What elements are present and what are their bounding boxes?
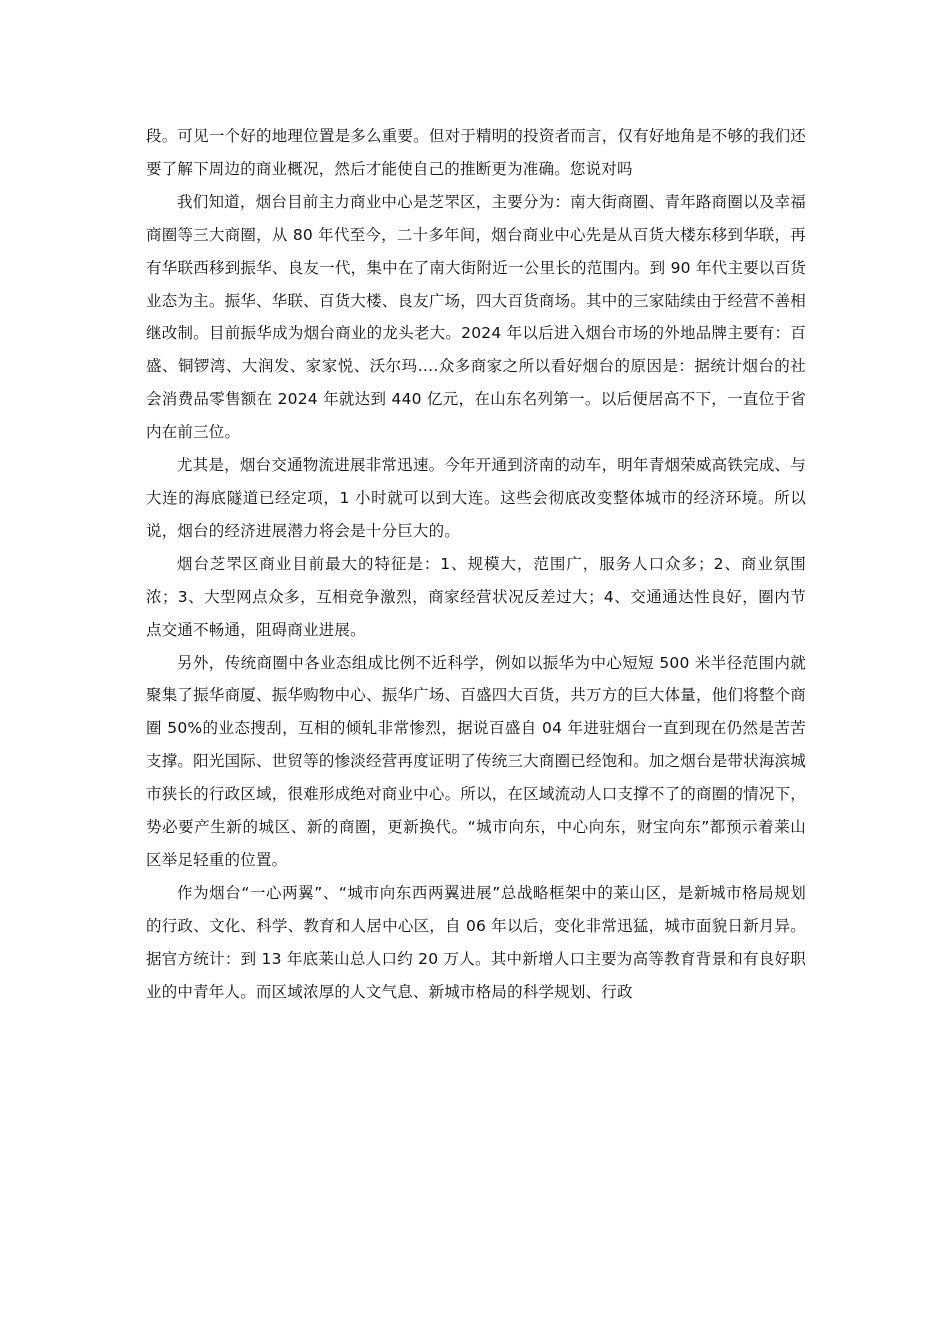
paragraph-commercial-features: 烟台芝罘区商业目前最大的特征是：1、规模大，范围广，服务人口众多；2、商业氛围浓；3、大型网点众多，互相竞争激烈，商家经营状况反差过大；4、交通通达性良好，圈内节点交通不畅通，阻碍商业进展。	[146, 554, 806, 639]
paragraph-traditional-districts: 另外，传统商圈中各业态组成比例不近科学，例如以振华为中心短短 500 米半径范围内就聚集了振华商厦、振华购物中心、振华广场、百盛四大百货，共万方的巨大体量，他们将整个商圈 50%的业态搜刮，互相的倾轧非常惨烈，据说百盛自 04 年进驻烟台一直到现在仍然是苦苦支撑。阳光国际、世贸等的惨淡经营再度证明了传统三大商圈已经饱和。加之烟台是带状海滨城市狭长的行政区域，很难形成绝对商业中心。所以，在区域流动人口支撑不了的商圈的情况下，势必要产生新的城区、新的商圈，更新换代。“城市向东，中心向东，财宝向东”都预示着莱山区举足轻重的位置。	[146, 653, 806, 869]
paragraph-zhifu-commercial-centers: 我们知道，烟台目前主力商业中心是芝罘区，主要分为：南大街商圈、青年路商圈以及幸福商圈等三大商圈，从 80 年代至今，二十多年间，烟台商业中心先是从百货大楼东移到华联，再有华联西移到振华、良友一代，集中在了南大街附近一公里长的范围内。到 90 年代主要以百货业态为主。振华、华联、百货大楼、良友广场，四大百货商场。其中的三家陆续由于经营不善相继改制。目前振华成为烟台商业的龙头老大。2024 年以后进入烟台市场的外地品牌主要有：百盛、铜锣湾、大润发、家家悦、沃尔玛….众多商家之所以看好烟台的原因是：据统计烟台的社会消费品零售额在 2024 年就达到 440 亿元，在山东名列第一。以后便居高不下，一直位于省内在前三位。	[146, 192, 806, 442]
paragraph-transport-logistics: 尤其是，烟台交通物流进展非常迅速。今年开通到济南的动车，明年青烟荣威高铁完成、与大连的海底隧道已经定项，1 小时就可以到大连。这些会彻底改变整体城市的经济环境。所以说，烟台的经济进展潜力将会是十分巨大的。	[146, 456, 806, 540]
paragraph-continuation: 段。可见一个好的地理位置是多么重要。但对于精明的投资者而言，仅有好地角是不够的我们还要了解下周边的商业概况，然后才能使自己的推断更为准确。您说对吗	[146, 127, 806, 178]
paragraph-laishan-district: 作为烟台“一心两翼”、“城市向东西两翼进展”总战略框架中的莱山区，是新城市格局规划的行政、文化、科学、教育和人居中心区，自 06 年以后，变化非常迅猛，城市面貌日新月异。据官方统计：到 13 年底莱山总人口约 20 万人。其中新增人口主要为高等教育背景和有良好职业的中青年人。而区域浓厚的人文气息、新城市格局的科学规划、行政	[146, 883, 806, 1001]
document-body	[146, 120, 806, 1008]
